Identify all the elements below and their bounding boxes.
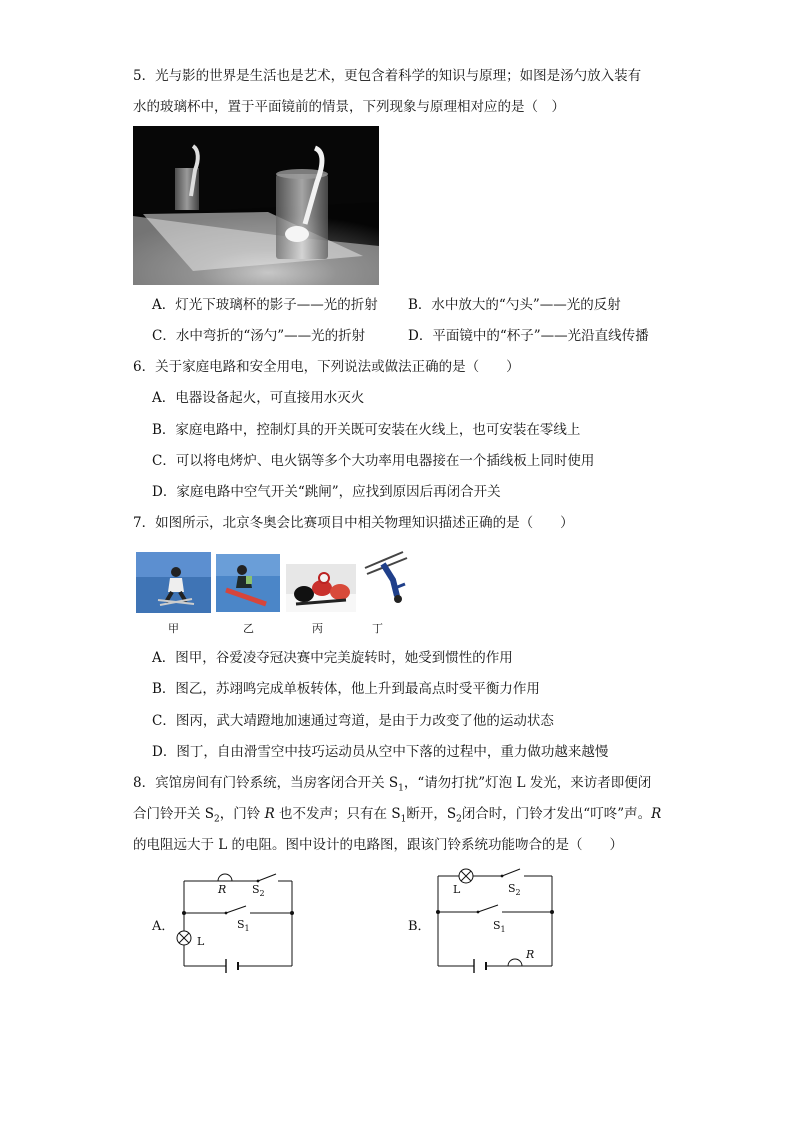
q7-caption-ding: 丁 bbox=[372, 622, 383, 635]
q5-stem-line1: 5．光与影的世界是生活也是艺术，更包含着科学的知识与原理；如图是汤勺放入装有 bbox=[133, 68, 642, 84]
circuit-a-r-label: R bbox=[218, 883, 227, 896]
q7-caption-bing: 丙 bbox=[312, 622, 323, 635]
q6-option-d: D．家庭电路中空气开关“跳闸”，应找到原因后再闭合开关 bbox=[152, 484, 501, 500]
q7-caption-jia: 甲 bbox=[168, 622, 179, 635]
q8-stem-line2: 合门铃开关 $S_2$，门铃 R 也不发声；只有在 $S_1$断开，$S_2$闭合时，门铃才发出“叮咚”声。R bbox=[133, 806, 662, 825]
q7-photo-ding bbox=[363, 550, 411, 608]
q5-stem-line2: 水的玻璃杯中，置于平面镜前的情景，下列现象与原理相对应的是（ ） bbox=[133, 99, 565, 115]
q8-stem-line3: 的电阻远大于 L 的电阻。图中设计的电路图，跟该门铃系统功能吻合的是（ ） bbox=[133, 837, 624, 853]
q7-stem: 7．如图所示，北京冬奥会比赛项目中相关物理知识描述正确的是（ ） bbox=[133, 515, 574, 531]
q6-option-c: C．可以将电烤炉、电火锅等多个大功率用电器接在一个插线板上同时使用 bbox=[152, 453, 595, 469]
q5-option-b: B．水中放大的“勺头”——光的反射 bbox=[408, 297, 621, 313]
circuit-b-s1-label: $S_1$ bbox=[493, 919, 506, 934]
circuit-a-l-label: L bbox=[197, 935, 205, 948]
q6-option-b: B．家庭电路中，控制灯具的开关既可安装在火线上，也可安装在零线上 bbox=[152, 422, 581, 438]
q5-option-d: D．平面镜中的“杯子”——光沿直线传播 bbox=[408, 328, 649, 344]
q6-stem: 6．关于家庭电路和安全用电，下列说法或做法正确的是（ ） bbox=[133, 359, 520, 375]
circuit-b-s2-label: $S_2$ bbox=[508, 882, 521, 897]
circuit-b-r-label: R bbox=[526, 948, 535, 961]
q7-photo-bing bbox=[286, 564, 356, 612]
circuit-b-label: B． bbox=[408, 919, 431, 934]
circuit-b-l-label: L bbox=[453, 883, 461, 896]
q7-option-d: D．图丁，自由滑雪空中技巧运动员从空中下落的过程中，重力做功越来越慢 bbox=[152, 744, 609, 760]
q7-photo-jia bbox=[136, 552, 211, 613]
q8-stem-line1: 8．宾馆房间有门铃系统，当房客闭合开关 $S_1$，“请勿打扰”灯泡 L 发光，来访者即便闭 bbox=[133, 775, 652, 794]
q7-option-b: B．图乙，苏翊鸣完成单板转体，他上升到最高点时受平衡力作用 bbox=[152, 681, 540, 697]
q7-option-a: A．图甲，谷爱凌夺冠决赛中完美旋转时，她受到惯性的作用 bbox=[152, 650, 513, 666]
circuit-a-label: A． bbox=[152, 919, 175, 934]
q7-option-c: C．图丙，武大靖蹬地加速通过弯道，是由于力改变了他的运动状态 bbox=[152, 713, 554, 729]
q7-caption-yi: 乙 bbox=[243, 622, 254, 635]
circuit-diagram-b bbox=[426, 862, 561, 978]
circuit-a-s1-label: $S_1$ bbox=[237, 918, 250, 933]
q6-option-a: A．电器设备起火，可直接用水灭火 bbox=[152, 390, 365, 406]
q7-photo-yi bbox=[216, 554, 280, 612]
q5-photo-spoon-glass bbox=[133, 126, 379, 285]
q5-option-c: C．水中弯折的“汤勺”——光的折射 bbox=[152, 328, 366, 344]
circuit-diagram-a bbox=[170, 866, 305, 978]
circuit-a-s2-label: $S_2$ bbox=[252, 883, 265, 898]
q5-option-a: A．灯光下玻璃杯的影子——光的折射 bbox=[152, 297, 378, 313]
